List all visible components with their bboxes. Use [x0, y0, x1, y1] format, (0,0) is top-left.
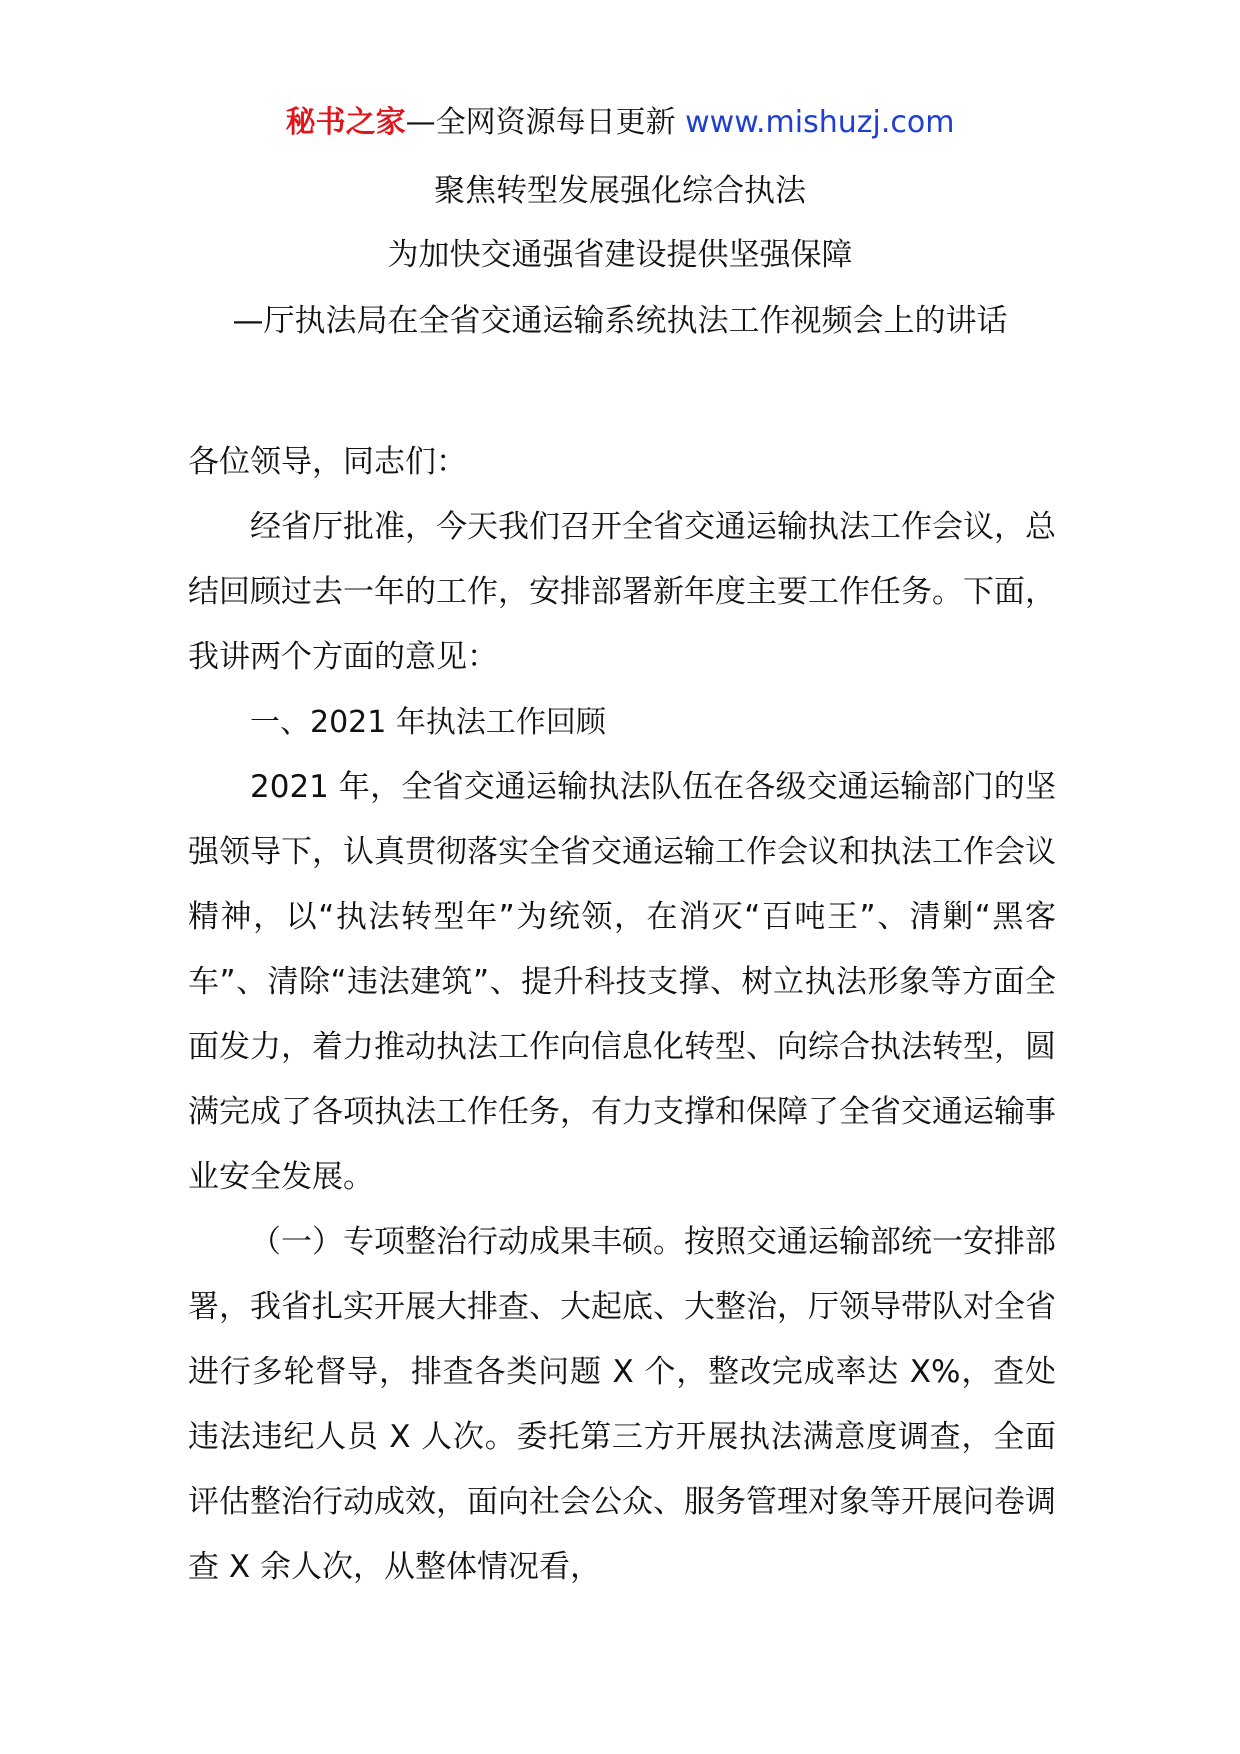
section-heading-1: 一、2021 年执法工作回顾 [250, 705, 606, 740]
site-banner [0, 101, 1240, 145]
speech-body [188, 430, 1056, 1600]
paragraph-intro: 经省厅批准，今天我们召开全省交通运输执法工作会议，总结回顾过去一年的工作，安排部署新年度主要工作任务。下面，我讲两个方面的意见： [188, 509, 1056, 675]
paragraph-special-rectification: （一）专项整治行动成果丰硕。按照交通运输部统一安排部署，我省扎实开展大排查、大起底、大整治，厅领导带队对全省进行多轮督导，排查各类问题 X 个，整改完成率达 X%，查处违法违纪人员 X 人次。委托第三方开展执法满意度调查，全面评估整治行动成效，面向社会公众、服务管理对象等开展问卷调查 X 余人次，从整体情况看， [188, 1224, 1056, 1585]
brand-name: 秘书之家 [285, 105, 406, 140]
salutation: 各位领导，同志们： [188, 444, 467, 480]
banner-slogan: —全网资源每日更新 [405, 105, 686, 140]
title-subtitle: —厅执法局在全省交通运输系统执法工作视频会上的讲话 [232, 303, 1008, 339]
title-line-2: 为加快交通强省建设提供坚强保障 [387, 237, 853, 273]
site-url[interactable]: www.mishuzj.com [685, 105, 955, 140]
paragraph-review: 2021 年，全省交通运输执法队伍在各级交通运输部门的坚强领导下，认真贯彻落实全省交通运输工作会议和执法工作会议精神，以“执法转型年”为统领，在消灭“百吨王”、清剿“黑客车”、清除“违法建筑”、提升科技支撑、树立执法形象等方面全面发力，着力推动执法工作向信息化转型、向综合执法转型，圆满完成了各项执法工作任务，有力支撑和保障了全省交通运输事业安全发展。 [188, 769, 1056, 1195]
title-line-1: 聚焦转型发展强化综合执法 [434, 173, 806, 209]
